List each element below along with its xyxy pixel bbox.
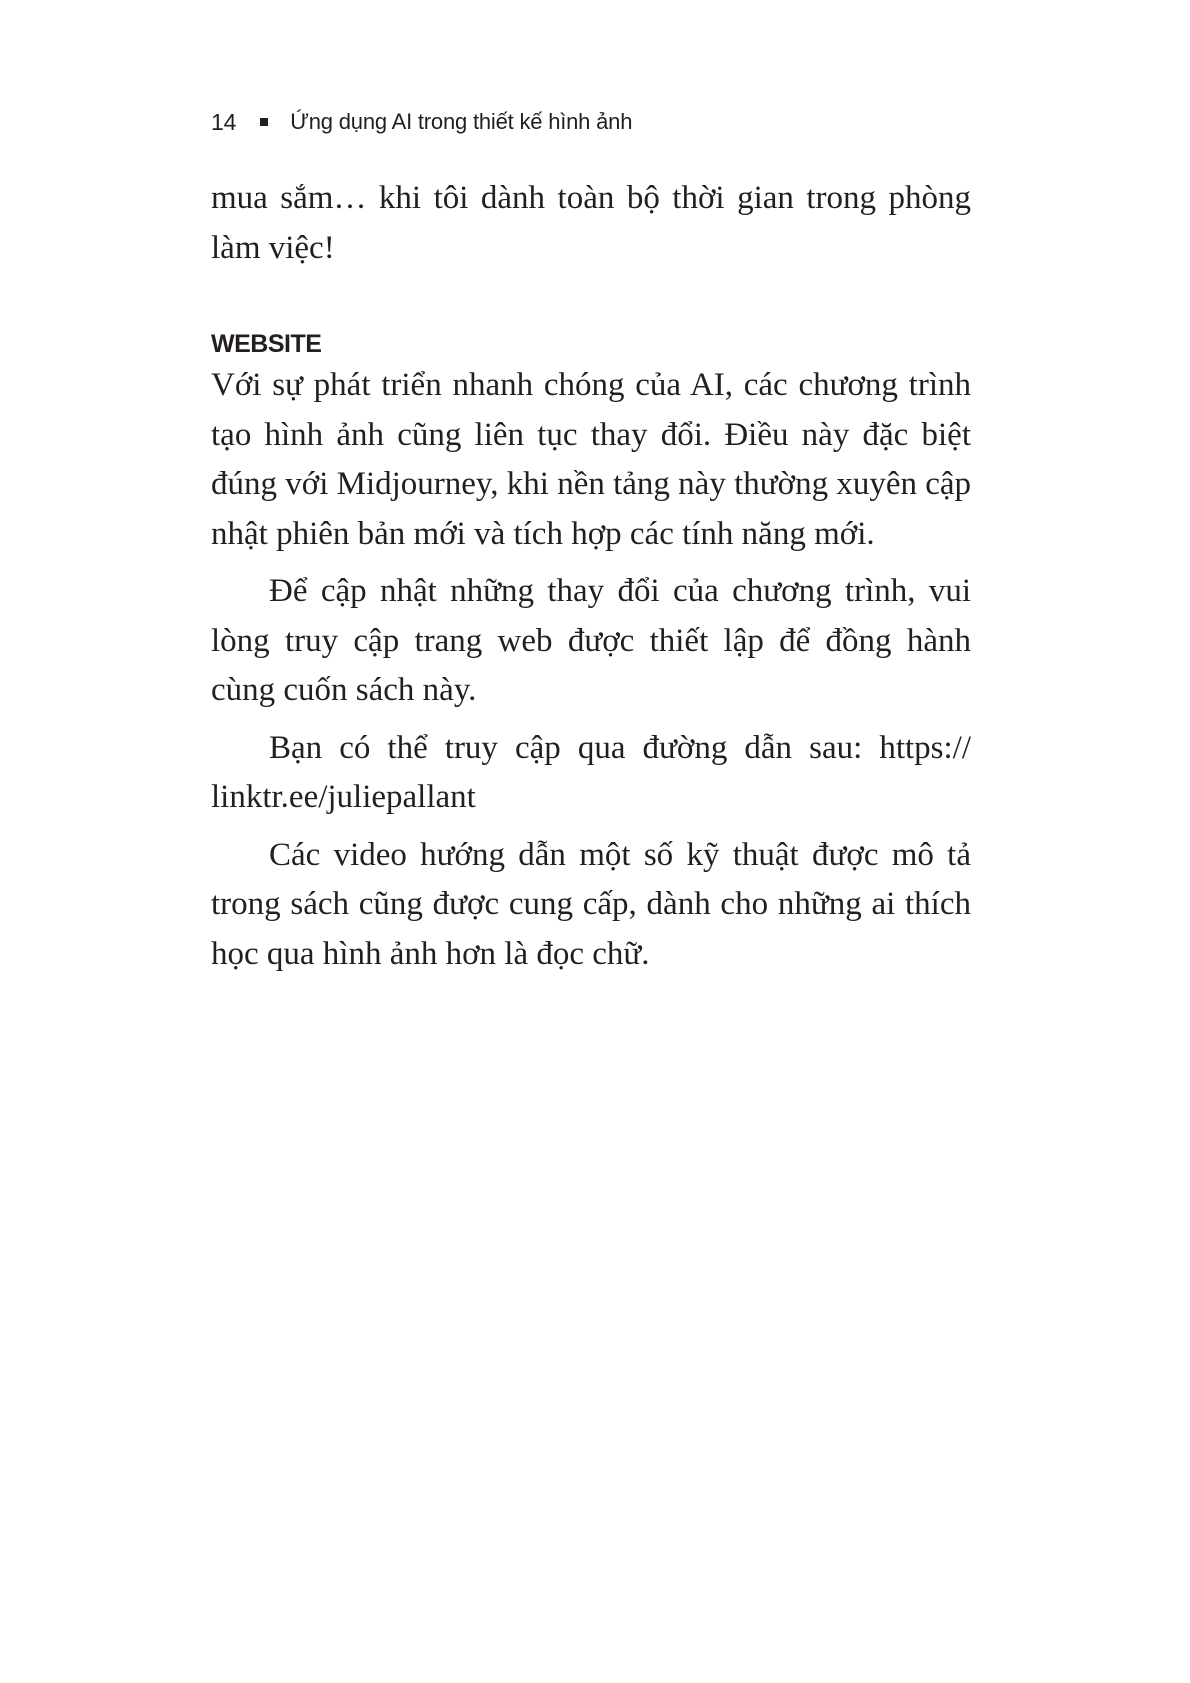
paragraph-4: Các video hướng dẫn một số kỹ thuật được mô tả trong sách cũng được cung cấp, dành cho những ai thích học qua hình ảnh hơn là đọc chữ. — [211, 836, 971, 972]
continued-paragraph-block — [211, 174, 971, 273]
paragraph-3: Bạn có thể truy cập qua đường dẫn sau: https:// linktr.ee/juliepallant — [211, 729, 971, 815]
page-number: 14 — [211, 108, 237, 135]
paragraph-1: Với sự phát triển nhanh chóng của AI, các chương trình tạo hình ảnh cũng liên tục thay đổi. Điều này đặc biệt đúng với Midjourney, khi nền tảng này thường xuyên cập nhật phiên bản mới và tích hợp các tính năng mới. — [211, 367, 972, 552]
section-body — [211, 361, 971, 979]
continued-paragraph: mua sắm… khi tôi dành toàn bộ thời gian trong phòng làm việc! — [211, 180, 971, 266]
paragraph-2: Để cập nhật những thay đổi của chương trình, vui lòng truy cập trang web được thiết lập để đồng hành cùng cuốn sách này. — [211, 573, 971, 708]
running-title: Ứng dụng AI trong thiết kế hình ảnh — [290, 109, 633, 134]
section-heading: WEBSITE — [211, 330, 322, 358]
square-bullet-icon — [260, 118, 268, 126]
running-header — [211, 104, 632, 140]
